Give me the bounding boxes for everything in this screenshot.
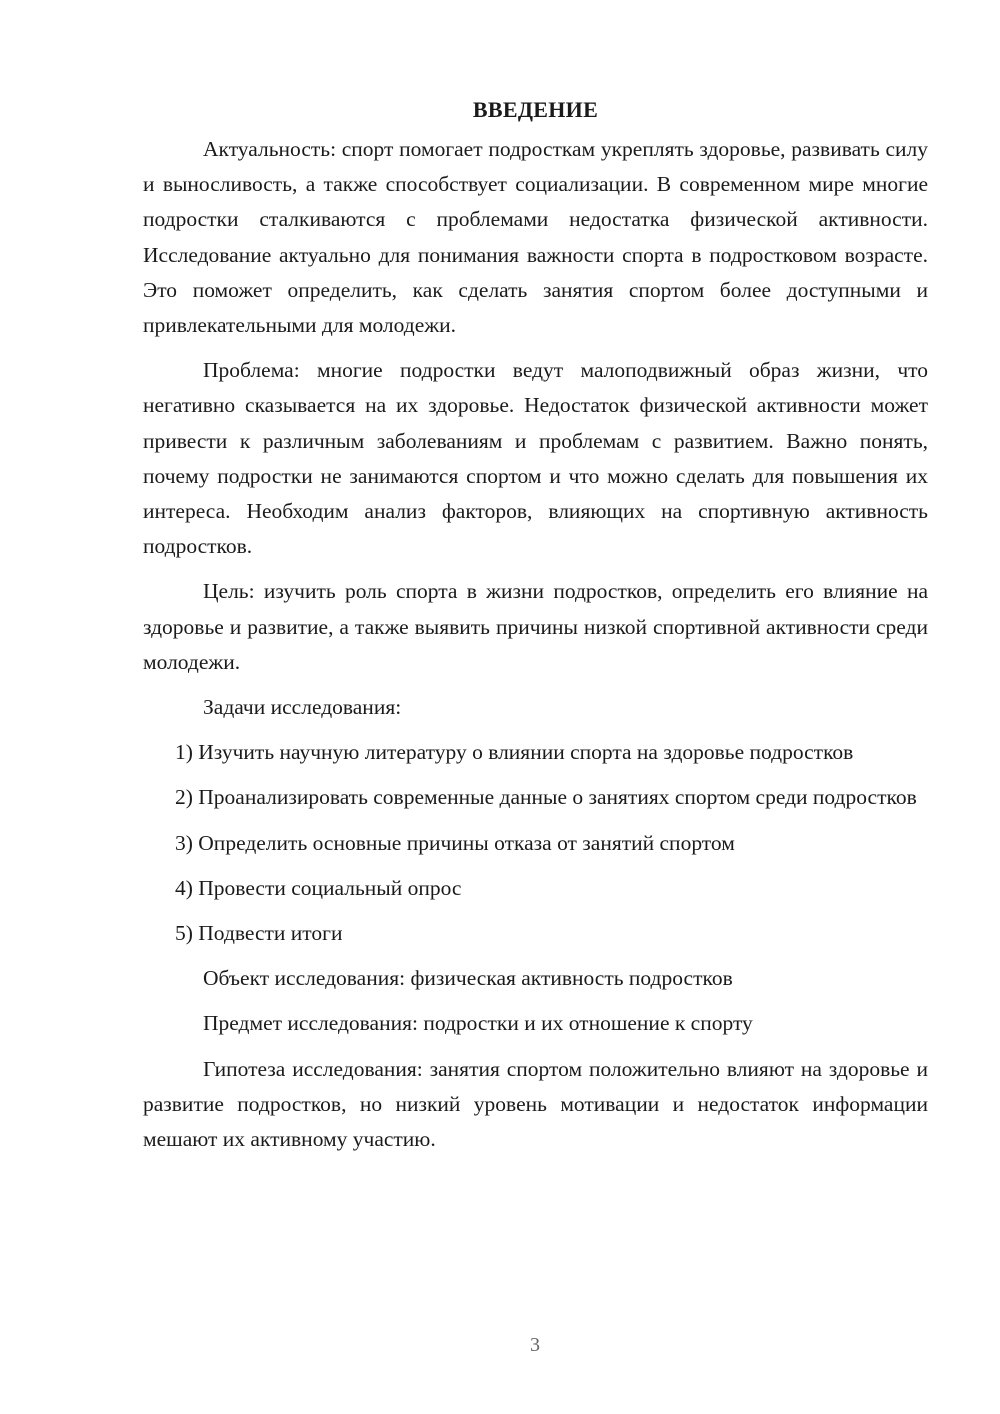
paragraph-object: Объект исследования: физическая активность подростков (203, 966, 733, 991)
paragraph-goal: Цель: изучить роль спорта в жизни подростков, определить его влияние на здоровье и развитие, а также выявить причины низкой спортивной активности среди молодежи. (143, 579, 928, 674)
task-item-2: 2) Проанализировать современные данные о занятиях спортом среди подростков (175, 785, 917, 810)
paragraph-hypothesis: Гипотеза исследования: занятия спортом положительно влияют на здоровье и развитие подростков, но низкий уровень мотивации и недостаток информации мешают их активному участию. (143, 1056, 928, 1152)
document-page (143, 92, 928, 1167)
task-item-5: 5) Подвести итоги (175, 921, 343, 946)
tasks-heading: Задачи исследования: (203, 695, 402, 720)
task-item-3: 3) Определить основные причины отказа от занятий спортом (175, 830, 735, 855)
task-item-1: 1) Изучить научную литературу о влиянии спорта на здоровье подростков (175, 740, 854, 765)
page-title: ВВЕДЕНИЕ (472, 97, 599, 122)
paragraph-subject: Предмет исследования: подростки и их отношение к спорту (203, 1011, 753, 1036)
paragraph-problem: Проблема: многие подростки ведут малоподвижный образ жизни, что негативно сказывается на их здоровье. Недостаток физической активности может привести к различным заболеваниям и проблемам с развитием. Важно понять, почему подростки не занимаются спортом и что можно сделать для повышения их интереса. Необходим анализ факторов, влияющих на спортивную активность подростков. (143, 358, 928, 559)
task-item-4: 4) Провести социальный опрос (175, 875, 462, 900)
page-number: 3 (530, 1334, 540, 1356)
paragraph-relevance: Актуальность: спорт помогает подросткам укреплять здоровье, развивать силу и выносливость, а также способствует социализации. В современном мире многие подростки сталкиваются с проблемами недостатка физической активности. Исследование актуально для понимания важности спорта в подростковом возрасте. Это поможет определить, как сделать занятия спортом более доступными и привлекательными для молодежи. (143, 137, 928, 338)
